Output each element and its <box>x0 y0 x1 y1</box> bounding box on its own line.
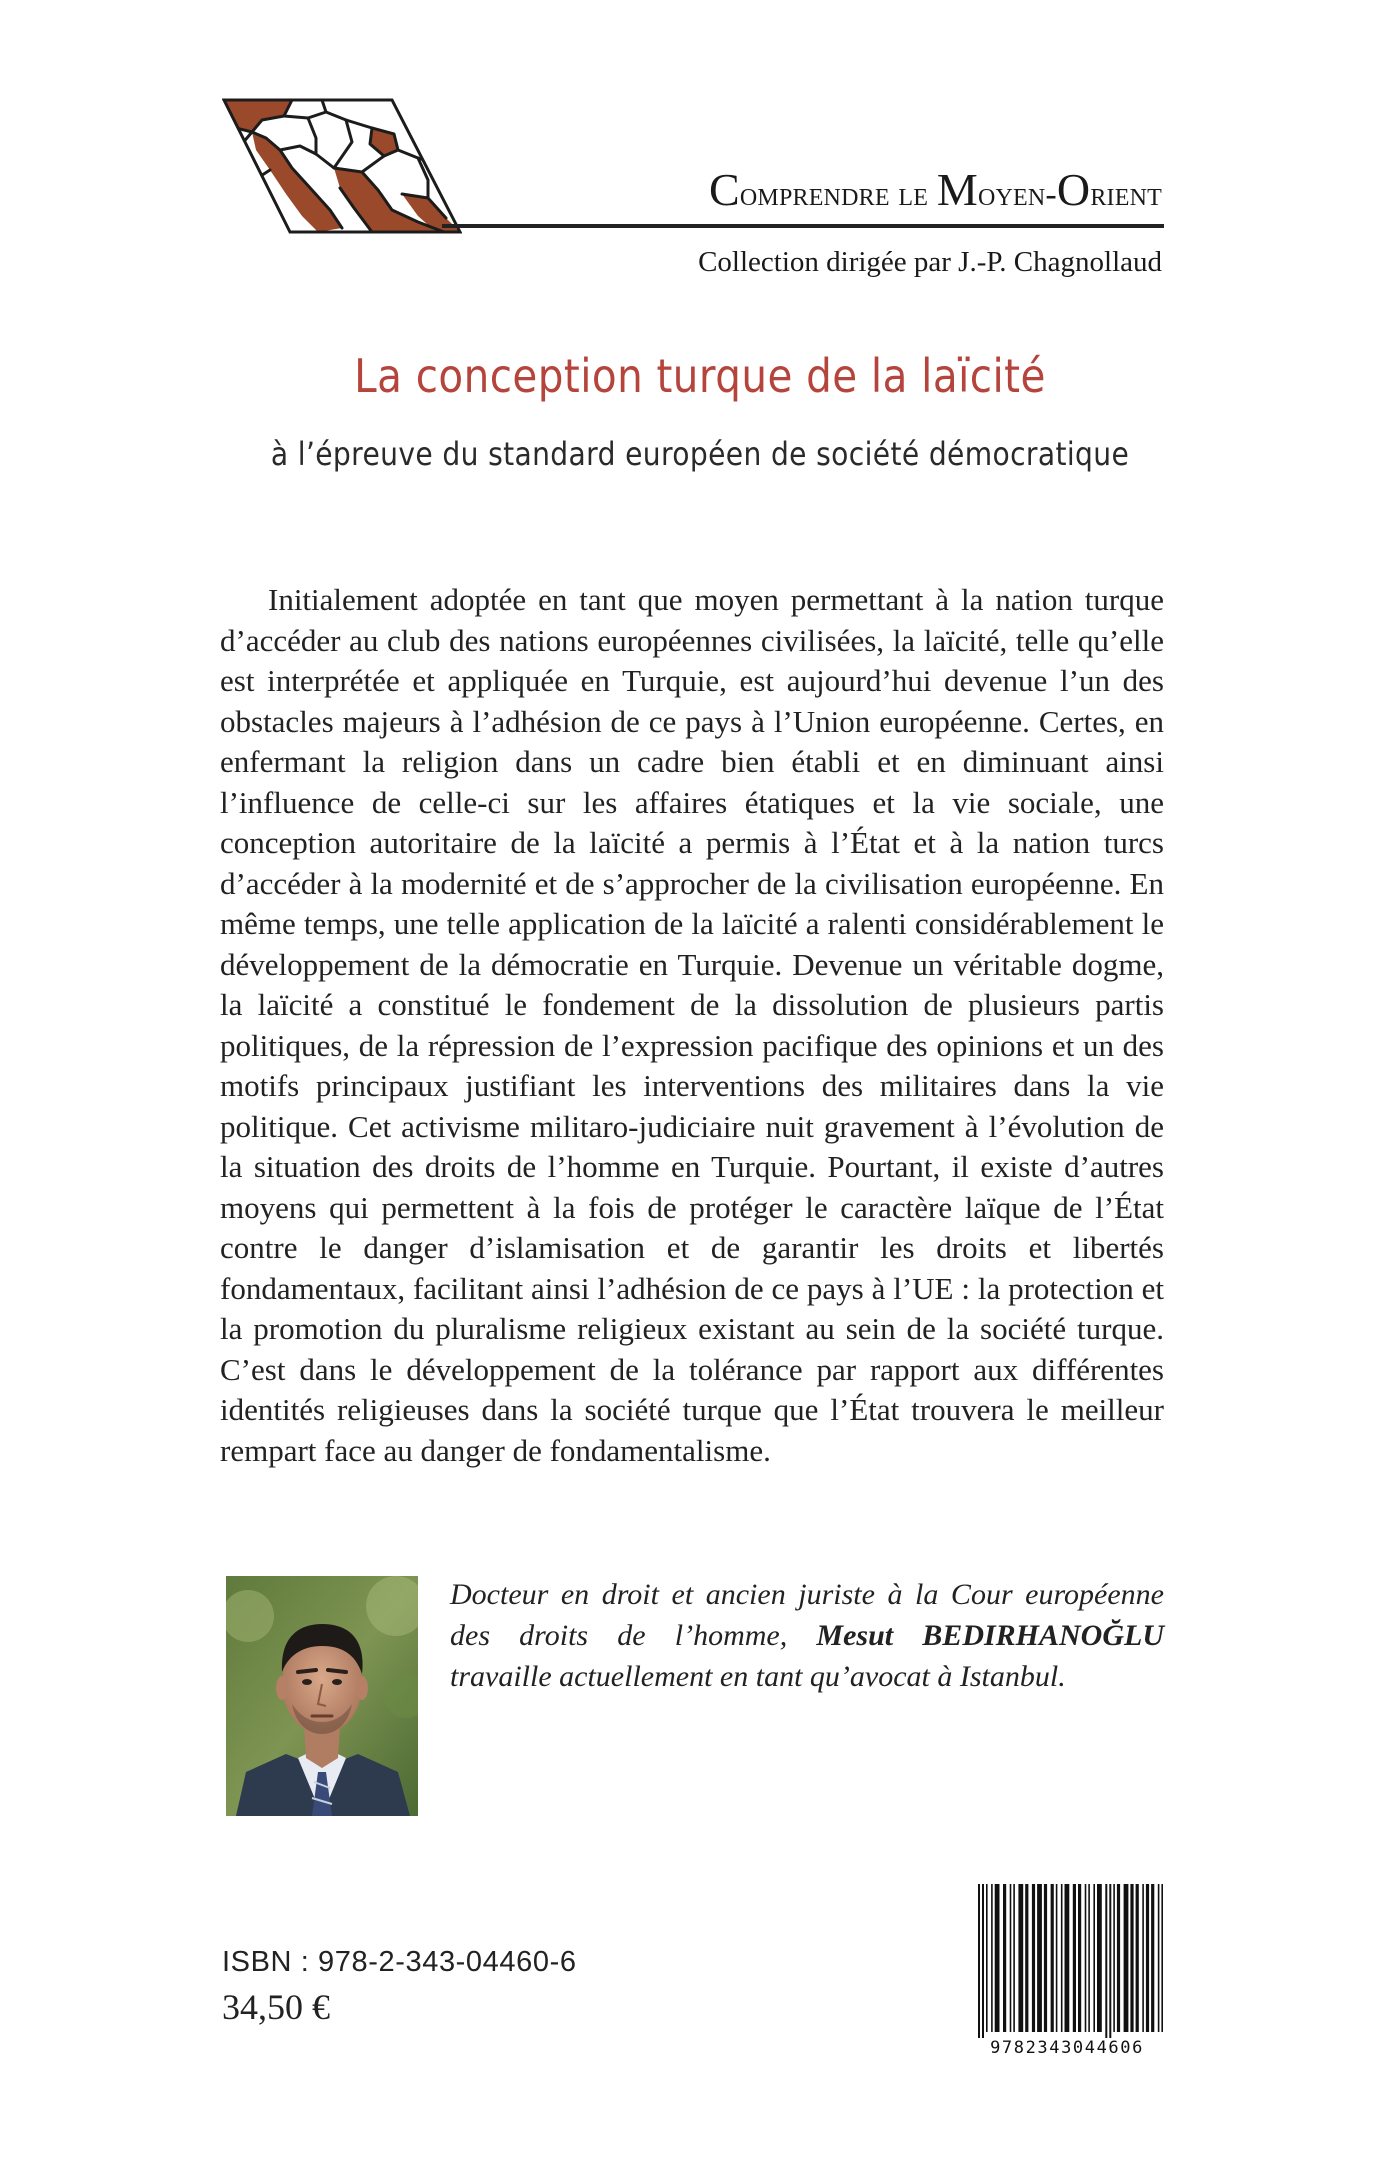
author-bio-intro: Docteur en droit et ancien juriste à la Cour européenne des droits de l’homme, <box>450 1578 1164 1652</box>
book-title: La conception turque de la laïcité <box>354 349 1046 403</box>
barcode-number: 9782343044606 <box>990 2038 1144 2058</box>
book-subtitle: à l’épreuve du standard européen de société démocratique <box>270 435 1130 473</box>
barcode-bar <box>1093 1884 1095 2032</box>
barcode-bar <box>991 1884 993 2032</box>
barcode-bar <box>1078 1884 1081 2032</box>
barcode-bar <box>1010 1884 1012 2032</box>
author-bio-outro: travaille actuellement en tant qu’avocat à Istanbul. <box>450 1660 1066 1693</box>
barcode-bar <box>1073 1884 1076 2032</box>
barcode-bar <box>1065 1884 1070 2032</box>
author-portrait <box>226 1576 418 1816</box>
barcode-bar <box>1136 1884 1139 2032</box>
barcode-bar <box>1088 1884 1090 2032</box>
barcode-bar <box>995 1884 1000 2032</box>
barcode-bar <box>1142 1884 1144 2032</box>
collection-name-cap: C <box>708 164 740 215</box>
collection-name-cap: M <box>936 164 978 215</box>
barcode-bar <box>982 1884 984 2038</box>
barcode-bar <box>1097 1884 1102 2032</box>
book-blurb: Initialement adoptée en tant que moyen permettant à la nation turque d’accéder au club des nations européennes civilisées, la laïcité, telle qu’elle est interprétée et appliquée en Turquie, est aujourd’hui devenue l’un des obstacles majeurs à l’adhésion de ce pays à l’Union européenne. Certes, en enfermant la religion dans un cadre bien établi et en diminuant ainsi l’influence de celle-ci sur les affaires étatiques et la vie sociale, une conception autoritaire de la laïcité a permis à l’État et à la nation turcs d’accéder à la modernité et de s’approcher de la civilisation européenne. En même temps, une telle application de la laïcité a ralenti considérablement le développement de la démocratie en Turquie. Devenue un véritable dogme, la laïcité a constitué le fondement de la dissolution de plusieurs partis politiques, de la répression de l’expression pacifique des opinions et un des motifs principaux justifiant les interventions des militaires dans la vie politique. Cet activisme militaro-judiciaire nuit gravement à l’évolution de la situation des droits de l’homme en Turquie. Pourtant, il existe d’autres moyens qui permettent à la fois de protéger le caractère laïque de l’État contre le danger d’islamisation et de garantir les droits et libertés fondamentaux, facilitant ainsi l’adhésion de ce pays à l’UE : la protection et la promotion du pluralisme religieux existant au sein de la société turque. C’est dans le développement de la tolérance par rapport aux différentes identités religieuses dans la société turque que l’État trouvera le meilleur rempart face au danger de fondamentalisme. <box>220 582 1164 1468</box>
barcode-bar <box>1056 1884 1058 2032</box>
barcode-bar <box>1013 1884 1015 2032</box>
collection-name-part: omprendre le <box>739 176 937 213</box>
barcode-bar <box>1037 1884 1042 2032</box>
collection-director: Collection dirigée par J.-P. Chagnollaud <box>698 246 1162 278</box>
barcode-bar <box>1032 1884 1035 2032</box>
barcode-bar <box>1085 1884 1087 2032</box>
barcode-bar <box>1003 1884 1006 2032</box>
barcode-bar <box>1051 1884 1054 2032</box>
barcode-bar <box>978 1884 980 2038</box>
barcode-bar <box>1044 1884 1047 2032</box>
barcode-bar <box>1146 1884 1149 2032</box>
barcode-bar <box>1025 1884 1028 2032</box>
barcode-bar <box>1130 1884 1133 2032</box>
header-rule <box>442 224 1164 228</box>
author-first-name: Mesut <box>816 1619 894 1652</box>
barcode-bar <box>1158 1884 1160 2032</box>
barcode-bar <box>1117 1884 1120 2032</box>
barcode-bar <box>1124 1884 1129 2032</box>
barcode-bar <box>1018 1884 1023 2032</box>
collection-name <box>708 164 1162 215</box>
barcode-bar <box>986 1884 988 2032</box>
middle-east-map-icon <box>222 98 462 234</box>
collection-name-part: rient <box>1090 176 1162 213</box>
price: 34,50 € <box>222 1987 330 2027</box>
barcode-bar <box>1061 1884 1063 2032</box>
collection-name-part: oyen- <box>977 176 1057 213</box>
collection-name-cap: O <box>1056 164 1091 215</box>
author-last-name: BEDIRHANOĞLU <box>922 1619 1164 1652</box>
barcode-bar <box>1113 1884 1115 2032</box>
author-bio <box>450 1574 1164 1697</box>
barcode-bar <box>1109 1884 1111 2038</box>
isbn: ISBN : 978-2-343-04460-6 <box>222 1946 577 1978</box>
barcode-bar <box>1105 1884 1107 2038</box>
barcode-bar <box>1161 1884 1163 2032</box>
barcode-icon <box>976 1884 1164 2038</box>
barcode-bar <box>1151 1884 1154 2032</box>
